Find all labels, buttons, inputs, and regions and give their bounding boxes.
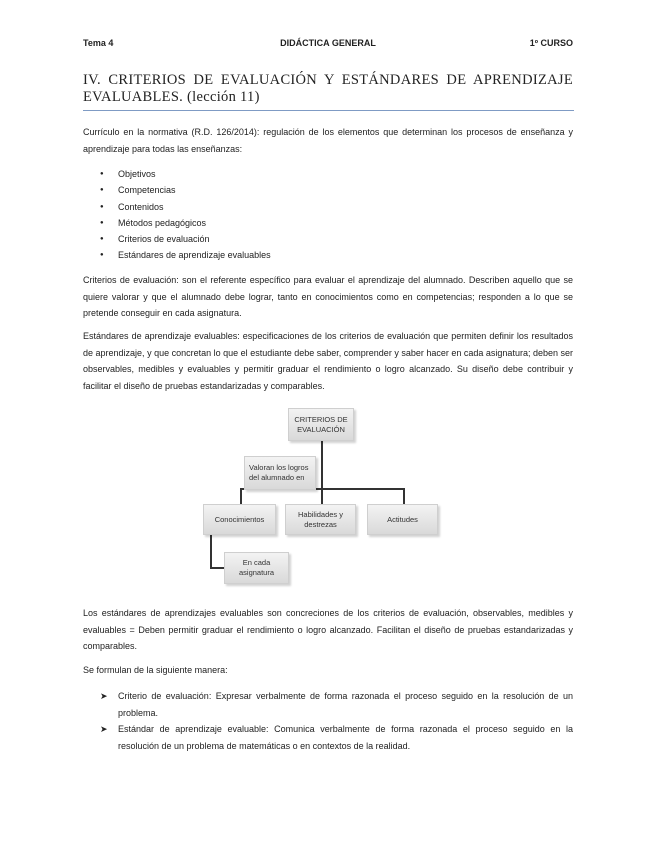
curriculum-elements-list (100, 166, 500, 264)
list-item: ● Estándares de aprendizaje evaluables (100, 247, 500, 263)
header-subject: DIDÁCTICA GENERAL (280, 38, 376, 48)
asignatura-box: En cada asignatura (224, 552, 289, 584)
list-item: ● Competencias (100, 182, 500, 198)
root-box: CRITERIOS DE EVALUACIÓN (288, 408, 354, 441)
estandares-paragraph: Estándares de aprendizaje evaluables: especificaciones de los criterios de evaluación que permiten definir los resultados de aprendizaje, y que concretan lo que el estudiante debe saber, comprender y saber hacer en cada asignatura; deben ser observables, medibles y evaluables y permitir graduar el rendimiento o logro alcanzado. Su diseño debe contribuir y facilitar el diseño de pruebas estandarizadas y comparables. (83, 331, 573, 391)
connector-line (240, 488, 242, 504)
list-item (100, 721, 573, 754)
formulan-label: Se formulan de la siguiente manera: (83, 665, 228, 675)
conocimientos-box: Conocimientos (203, 504, 276, 535)
header-topic: Tema 4 (83, 38, 114, 48)
arrow-bullet-icon: ➤ (100, 691, 108, 701)
example-text: Estándar de aprendizaje evaluable: Comunica verbalmente de forma razonada el proceso seguido en la resolución de un problema de matemáticas o en contextos de la realidad. (118, 724, 573, 751)
title-underline (83, 110, 574, 111)
list-item (100, 688, 573, 721)
list-item: ● Criterios de evaluación (100, 231, 500, 247)
connector-line (210, 567, 224, 569)
actitudes-box: Actitudes (367, 504, 438, 535)
concreciones-paragraph: Los estándares de aprendizajes evaluables son concreciones de los criterios de evaluación, observables, medibles y evaluables = Deben permitir graduar el rendimiento o logro alcanzado. Facilitan el diseño de pruebas estandarizadas y comparables. (83, 608, 573, 651)
section-title: IV. CRITERIOS DE EVALUACIÓN Y ESTÁNDARES DE APRENDIZAJE EVALUABLES. (lección 11) (83, 72, 573, 105)
intro-paragraph: Currículo en la normativa (R.D. 126/2014): regulación de los elementos que determinan los procesos de enseñanza y aprendizaje para todas las enseñanzas: (83, 127, 573, 154)
connector-line (321, 488, 323, 504)
connector-line (240, 488, 404, 490)
connector-line (403, 488, 405, 504)
valoran-box: Valoran los logros del alumnado en (244, 456, 316, 490)
header-course: 1º CURSO (529, 38, 573, 48)
connector-line (321, 440, 323, 488)
examples-list (100, 688, 573, 754)
list-item: ● Métodos pedagógicos (100, 215, 500, 231)
habilidades-box: Habilidades y destrezas (285, 504, 356, 535)
list-item: ● Objetivos (100, 166, 500, 182)
example-text: Criterio de evaluación: Expresar verbalmente de forma razonada el proceso seguido en la resolución de un problema. (118, 691, 573, 718)
criterios-paragraph: Criterios de evaluación: son el referente específico para evaluar el aprendizaje del alumnado. Describen aquello que se quiere valorar y que el alumnado debe lograr, tanto en conocimientos como en competencias; responden a lo que se pretende conseguir en cada asignatura. (83, 275, 573, 318)
page-header (83, 38, 573, 50)
connector-line (210, 534, 212, 568)
list-item: ● Contenidos (100, 199, 500, 215)
arrow-bullet-icon: ➤ (100, 724, 108, 734)
